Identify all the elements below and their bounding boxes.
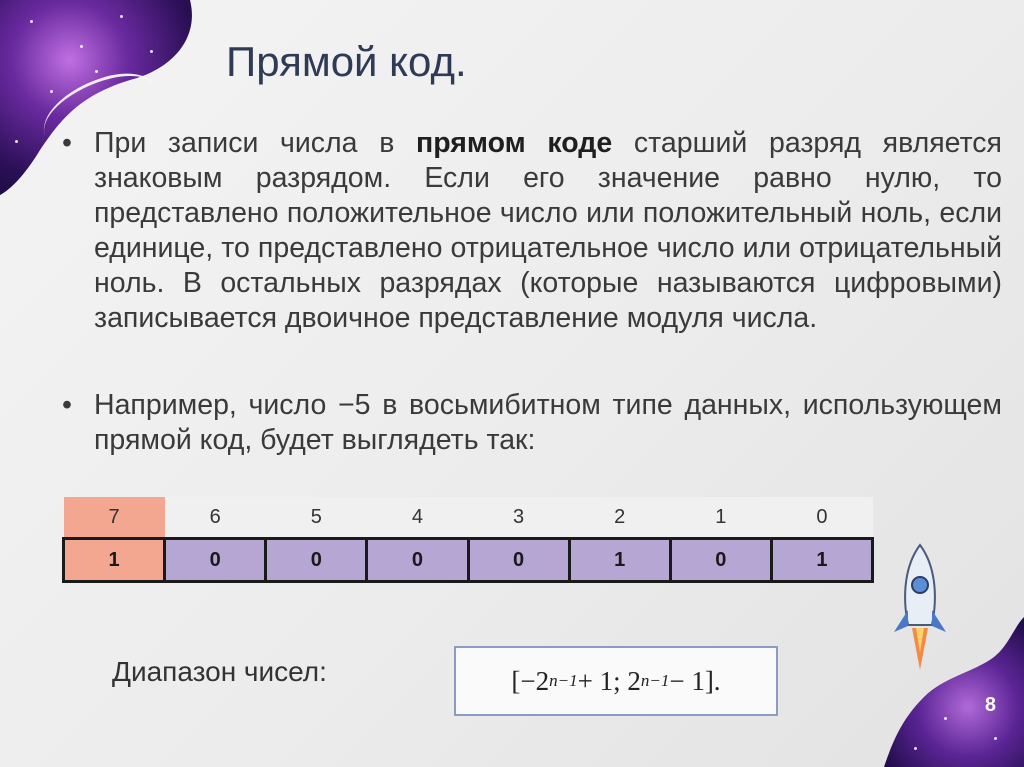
bit-value: 0: [367, 539, 468, 582]
bit-table: [62, 497, 874, 583]
bullet-dot: •: [62, 127, 72, 159]
bit-value: 1: [569, 539, 670, 582]
bullet-1-bold-term: прямом коде: [416, 127, 613, 159]
bit-value: 0: [468, 539, 569, 582]
formula-close: − 1].: [669, 665, 721, 696]
bit-value: 0: [165, 539, 266, 582]
sign-bit-value: 1: [64, 539, 165, 582]
bullet-dot: •: [62, 389, 72, 421]
bullet-2-text: Например, число −5 в восьмибитном типе данных, использующем прямой код, будет выглядеть так:: [94, 389, 1002, 456]
bullet-paragraph-1: [62, 126, 1002, 336]
bit-position: 1: [670, 497, 771, 539]
bullet-paragraph-2: [62, 388, 1002, 458]
page-title: Прямой код.: [226, 38, 467, 85]
bullet-1-text-after: старший разряд является знаковым разрядом. Если его значение равно нулю, то представлено положительное число или положительный ноль, если единице, то представлено отрицательное число или отрицательный ноль. В остальных разрядах (которые называются цифровыми) записывается двоичное представление модуля числа.: [94, 127, 1002, 334]
page-number: 8: [984, 694, 996, 716]
formula-open: [−2: [511, 665, 550, 696]
formula-exponent-1: n−1: [549, 671, 578, 690]
bit-position: 6: [165, 497, 266, 539]
formula-exponent-2: n−1: [640, 671, 670, 690]
bit-position: 5: [266, 497, 367, 539]
bit-position: 4: [367, 497, 468, 539]
bit-value: 0: [670, 539, 771, 582]
bit-value: 0: [266, 539, 367, 582]
bit-position: 0: [771, 497, 872, 539]
bullet-1-text-before: При записи числа в: [94, 127, 417, 159]
bit-position: 2: [569, 497, 670, 539]
rocket-icon: [880, 540, 960, 680]
bit-position: 7: [64, 497, 165, 539]
bit-position: 3: [468, 497, 569, 539]
bit-value: 1: [771, 539, 872, 582]
bit-value-row: [64, 539, 873, 582]
formula-middle: + 1; 2: [577, 665, 641, 696]
range-formula: [454, 646, 778, 716]
range-label: Диапазон чисел:: [112, 656, 327, 687]
bit-position-row: [64, 497, 873, 539]
